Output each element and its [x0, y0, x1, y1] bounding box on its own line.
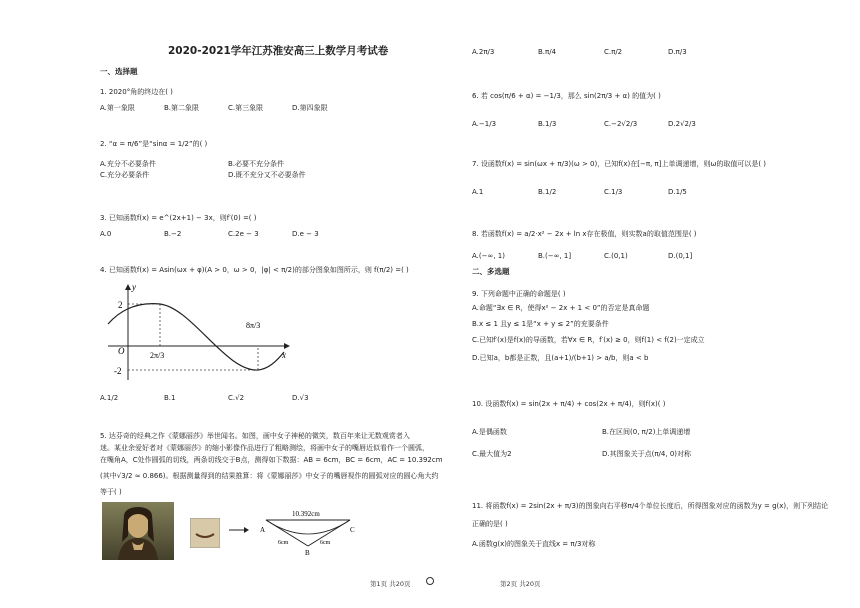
x-axis-arrow — [284, 343, 290, 349]
footer-right: 第2页 共20页 — [500, 580, 541, 588]
q3-option-c: C.2e − 3 — [228, 230, 259, 238]
q4-stem: 4. 已知函数f(x) = Asin(ωx + φ)(A > 0，ω > 0，|φ| < π/2)的部分图象如图所示，则 f(π/2) =( ) — [100, 266, 409, 274]
q7-option-d: D.1/5 — [668, 188, 687, 196]
origin-label: O — [118, 346, 125, 356]
q7-option-c: C.1/3 — [604, 188, 623, 196]
y-bottom-label: -2 — [114, 366, 122, 376]
q11-option-a: A.函数g(x)的图象关于直线x = π/3对称 — [472, 540, 596, 548]
point-c-label: C — [350, 526, 355, 534]
q5-line-2: 迷。某业余爱好者对《蒙娜丽莎》的缩小影像作品进行了粗略测绘，将画中女子的嘴唇近似看作一个圆弧， — [100, 444, 429, 452]
q6-option-a: A.−1/3 — [472, 120, 497, 128]
q8-option-d: D.(0,1] — [668, 252, 693, 260]
q3-option-a: A.0 — [100, 230, 112, 238]
q5-option-b: B.π/4 — [538, 48, 557, 56]
ab-label: 6cm — [278, 540, 289, 546]
q11-line-2: 正确的是( ) — [472, 520, 508, 528]
q9-option-d: D.已知a，b都是正数，且(a+1)/(b+1) > a/b，则a < b — [472, 354, 649, 362]
q10-option-a: A.是偶函数 — [472, 428, 507, 436]
page-title: 2020-2021学年江苏淮安高三上数学月考试卷 — [168, 45, 389, 57]
q6-option-b: B.1/3 — [538, 120, 557, 128]
q9-option-a: A.命题“∃x ∈ R，使得x² − 2x + 1 < 0”的否定是真命题 — [472, 304, 650, 312]
q8-option-b: B.(−∞, 1] — [538, 252, 572, 260]
x-label: x — [282, 350, 286, 360]
q11-line-1: 11. 将函数f(x) = 2sin(2x + π/3)的图象向右平移π/4个单位长度后，所得图象对应的函数为y = g(x)，则下列结论 — [472, 502, 829, 510]
q7-option-a: A.1 — [472, 188, 484, 196]
section-heading-single: 一、选择题 — [100, 67, 138, 76]
q1-option-a: A.第一象限 — [100, 104, 135, 112]
q2-stem: 2. “α = π/6”是“sinα = 1/2”的( ) — [100, 140, 208, 148]
mona-lisa-image — [102, 502, 174, 560]
q6-option-c: C.−2√2/3 — [604, 120, 638, 128]
footer-left: 第1页 共20页 — [370, 580, 411, 588]
arrow-icon — [228, 524, 250, 536]
q7-option-b: B.1/2 — [538, 188, 557, 196]
mouth-crop-image — [190, 518, 220, 548]
q8-option-a: A.(−∞, 1) — [472, 252, 505, 260]
q3-option-b: B.−2 — [164, 230, 182, 238]
point-b-label: B — [305, 549, 310, 557]
q8-stem: 8. 若函数f(x) = a/2·x² − 2x + ln x存在极值，则实数a的取值范围是( ) — [472, 230, 697, 238]
right-page — [430, 0, 860, 608]
q4-sine-graph — [100, 282, 290, 382]
q1-option-b: B.第二象限 — [164, 104, 200, 112]
y-axis-arrow — [125, 284, 131, 290]
bc-label: 6cm — [320, 540, 331, 546]
ac-label: 10.392cm — [292, 510, 320, 518]
q4-option-c: C.√2 — [228, 394, 245, 402]
q6-stem: 6. 若 cos(π/6 + α) = −1/3，那么 sin(2π/3 + α) 的值为( ) — [472, 92, 661, 100]
q6-option-d: D.2√2/3 — [668, 120, 696, 128]
q5-option-c: C.π/2 — [604, 48, 623, 56]
q5-option-d: D.π/3 — [668, 48, 687, 56]
q1-option-c: C.第三象限 — [228, 104, 264, 112]
q5-line-3: 在嘴角A，C处作圆弧的切线，两条切线交于B点，测得如下数据：AB = 6cm，BC = 6cm，AC = 10.392cm — [100, 456, 443, 464]
y-label: y — [132, 282, 136, 292]
q1-option-d: D.第四象限 — [292, 104, 328, 112]
section-heading-multi: 二、多选题 — [472, 267, 510, 276]
q4-option-b: B.1 — [164, 394, 176, 402]
lip-arc — [266, 520, 350, 534]
y-top-label: 2 — [118, 300, 123, 310]
q9-stem: 9. 下列命题中正确的命题是( ) — [472, 290, 566, 298]
lip-arc-figure — [258, 508, 358, 558]
q10-stem: 10. 设函数f(x) = sin(2x + π/4) + cos(2x + π/4)，则f(x)( ) — [472, 400, 666, 408]
q1-stem: 1. 2020°角的终边在( ) — [100, 88, 173, 96]
q5-option-a: A.2π/3 — [472, 48, 495, 56]
q10-option-b: B.在区间(0, π/2)上单调递增 — [602, 428, 691, 436]
q5-line-5: 等于( ) — [100, 488, 122, 496]
x-mark-2: 8π/3 — [246, 321, 261, 330]
x-mark-1: 2π/3 — [150, 351, 165, 360]
q3-stem: 3. 已知函数f(x) = e^(2x+1) − 3x，则f′(0) =( ) — [100, 214, 257, 222]
q5-line-4: (其中√3/2 ≈ 0.866)。根据测量得到的结果推算：将《蒙娜丽莎》中女子的嘴唇视作的圆弧对应的圆心角大约 — [100, 472, 439, 480]
q9-option-b: B.x ≤ 1 且y ≤ 1是“x + y ≤ 2”的充要条件 — [472, 320, 609, 328]
q7-stem: 7. 设函数f(x) = sin(ωx + π/3)(ω > 0)，已知f(x)在[−π, π]上单调递增，则ω的取值可以是( ) — [472, 160, 767, 168]
q2-option-b: B.必要不充分条件 — [228, 160, 285, 168]
q2-option-c: C.充分必要条件 — [100, 171, 150, 179]
q10-option-c: C.最大值为2 — [472, 450, 512, 458]
q2-option-a: A.充分不必要条件 — [100, 160, 156, 168]
q5-line-1: 5. 达芬奇的经典之作《蒙娜丽莎》举世闻名。如图，画中女子神秘的微笑，数百年来让无数观赏者入 — [100, 432, 410, 440]
q9-option-c: C.已知f′(x)是f(x)的导函数，若∀x ∈ R，f′(x) ≥ 0，则f(1) < f(2)一定成立 — [472, 336, 705, 344]
q4-option-d: D.√3 — [292, 394, 309, 402]
q4-option-a: A.1/2 — [100, 394, 119, 402]
q2-option-d: D.既不充分又不必要条件 — [228, 171, 306, 179]
point-a-label: A — [260, 526, 266, 534]
q3-option-d: D.e − 3 — [292, 230, 319, 238]
q10-option-d: D.其图象关于点(π/4, 0)对称 — [602, 450, 692, 458]
q8-option-c: C.(0,1) — [604, 252, 628, 260]
